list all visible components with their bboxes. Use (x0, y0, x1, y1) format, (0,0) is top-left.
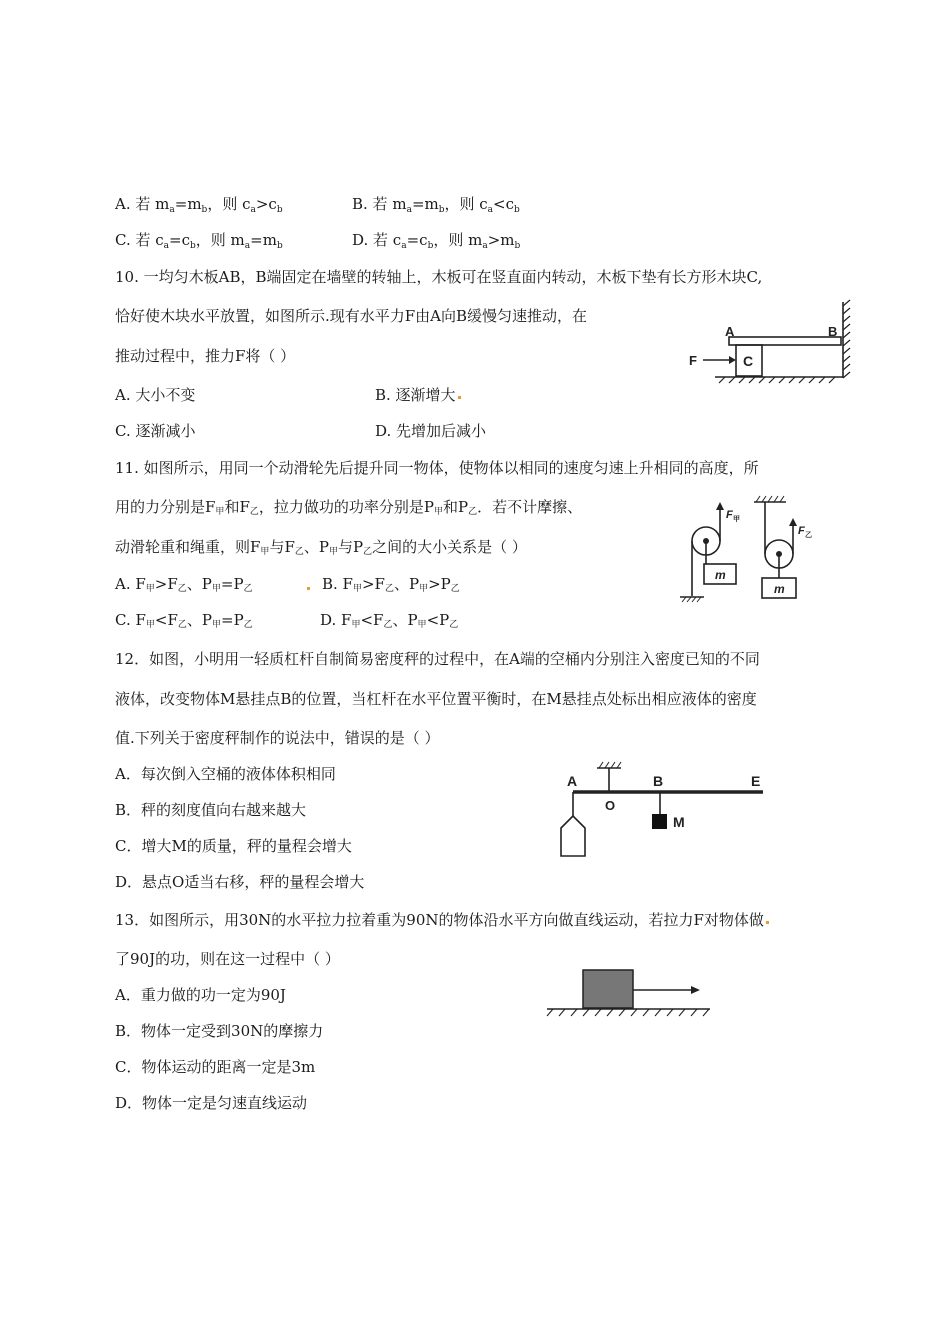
q9-b-mid: =m (411, 195, 439, 213)
sub-jia: 甲 (352, 584, 362, 594)
t: >F (154, 575, 178, 593)
q12-lever-figure (555, 758, 775, 863)
t: 、P (303, 538, 329, 556)
sub-jia: 甲 (145, 620, 155, 630)
t: 、P (393, 575, 420, 593)
q10-option-b-label: B. 逐渐增大 (375, 386, 456, 404)
mark-dot (458, 396, 461, 399)
q9-b-post: ，则 c (444, 195, 488, 213)
q13-stem-line2: 了90J的功，则在这一过程中（ ） (115, 950, 340, 968)
label-a: A (725, 324, 735, 339)
t: A. F (115, 575, 146, 593)
sub-b: b (514, 241, 521, 251)
t: ，拉力做功的功率分别是P (258, 498, 434, 516)
sub-yi: 乙 (243, 584, 253, 594)
q13-option-d[interactable]: D．物体一定是匀速直线运动 (115, 1094, 308, 1112)
sub-jia: 甲 (351, 620, 361, 630)
bucket (561, 816, 585, 856)
q9-d-rel: >m (487, 231, 515, 249)
q11-option-a[interactable] (115, 574, 253, 599)
force-jia-sub: 甲 (733, 516, 740, 523)
block (583, 970, 633, 1008)
t: 和P (443, 498, 469, 516)
q9-a-post: ，则 c (207, 195, 251, 213)
sub-b: b (190, 241, 196, 251)
q11-option-c[interactable] (115, 610, 253, 635)
t: <F (360, 611, 384, 629)
sub-b: b (276, 205, 283, 215)
q9-d-mid: =c (406, 231, 428, 249)
q11-option-b[interactable] (322, 574, 460, 599)
sub-jia: 甲 (419, 584, 429, 594)
q13-block-figure (545, 968, 715, 1023)
t: C. F (115, 611, 146, 629)
force-yi-sub: 乙 (805, 532, 812, 539)
t: 和F (224, 498, 250, 516)
ceiling-hatch (756, 496, 784, 502)
sub-yi: 乙 (449, 620, 459, 630)
sub-yi: 乙 (177, 584, 187, 594)
sub-jia: 甲 (215, 507, 225, 517)
q12-option-d[interactable]: D．悬点O适当右移，秤的量程会增大 (115, 873, 365, 891)
q10-option-b[interactable] (375, 385, 461, 405)
sub-yi: 乙 (384, 584, 394, 594)
sub-yi: 乙 (363, 547, 373, 557)
sub-a: a (482, 241, 488, 251)
q9-d-post: ，则 m (433, 231, 483, 249)
sub-jia: 甲 (145, 584, 155, 594)
q10-option-d[interactable]: D. 先增加后减小 (375, 422, 487, 440)
t: D. F (320, 611, 352, 629)
sub-yi: 乙 (468, 507, 478, 517)
q12-stem-line2: 液体，改变物体M悬挂点B的位置，当杠杆在水平位置平衡时，在M悬挂点处标出相应液体的密度 (115, 690, 757, 708)
t: <P (426, 611, 450, 629)
q10-option-c[interactable]: C. 逐渐减小 (115, 422, 196, 440)
mark-dot (307, 587, 310, 590)
t: 与F (269, 538, 295, 556)
q11-stem-line2 (115, 497, 582, 522)
sub-yi: 乙 (294, 547, 304, 557)
q9-c-mid: =c (169, 231, 191, 249)
label-c: C (743, 353, 754, 369)
label-e: E (751, 773, 761, 789)
t: >P (428, 575, 451, 593)
t: B. F (322, 575, 353, 593)
sub-yi: 乙 (243, 620, 253, 630)
t: 、P (186, 575, 212, 593)
label-m: M (673, 814, 685, 830)
arrowhead (789, 518, 797, 526)
q12-option-b[interactable]: B．秤的刻度值向右越来越大 (115, 801, 307, 819)
t: 、P (186, 611, 212, 629)
q10-option-a[interactable]: A. 大小不变 (115, 386, 196, 404)
sub-b: b (276, 241, 283, 251)
sub-b: b (438, 205, 445, 215)
sub-jia: 甲 (212, 620, 222, 630)
q9-b-text: B. 若 m (352, 195, 407, 213)
q9-option-b[interactable] (352, 194, 520, 220)
q11-stem-line1: 11. 如图所示，用同一个动滑轮先后提升同一物体，使物体以相同的速度匀速上升相同的高度，所 (115, 459, 759, 477)
weight-m (652, 814, 667, 829)
mass-label: m (715, 568, 726, 582)
force-arrowhead (729, 356, 736, 364)
sub-b: b (427, 241, 434, 251)
sub-b: b (201, 205, 208, 215)
q12-stem-line1: 12．如图，小明用一轻质杠杆自制简易密度秤的过程中，在A端的空桶内分别注入密度已知的不同 (115, 650, 760, 668)
support-hatch (599, 762, 621, 768)
label-a: A (567, 773, 578, 789)
sub-jia: 甲 (433, 507, 443, 517)
sub-a: a (487, 205, 494, 215)
arrowhead (716, 502, 724, 510)
force-yi-label: F (798, 525, 805, 537)
q9-c-text: C. 若 c (115, 231, 164, 249)
label-b: B (653, 773, 664, 789)
q9-a-mid: =m (174, 195, 202, 213)
sub-yi: 乙 (249, 507, 259, 517)
mass-label: m (774, 582, 785, 596)
sub-a: a (244, 241, 251, 251)
pull-arrowhead (691, 986, 700, 994)
q9-option-c[interactable] (115, 230, 283, 256)
q12-option-c[interactable]: C．增大M的质量，秤的量程会增大 (115, 837, 352, 855)
t: 、P (392, 611, 418, 629)
q11-option-d[interactable] (320, 610, 458, 635)
sub-jia: 甲 (417, 620, 427, 630)
q11-stem-line3 (115, 537, 527, 562)
q13-option-a[interactable]: A．重力做的功一定为90J (115, 986, 286, 1004)
q9-b-rel: <c (493, 195, 515, 213)
q13-stem-line1 (115, 910, 769, 930)
ground-hatch (547, 1009, 709, 1016)
sub-yi: 乙 (383, 620, 393, 630)
t: 动滑轮重和绳重，则F (115, 538, 261, 556)
pulley-yi (754, 496, 812, 598)
q13-stem-text: 13．如图所示，用30N的水平拉力拉着重为90N的物体沿水平方向做直线运动，若拉力F对物体做 (115, 911, 764, 929)
q10-stem-line1: 10. 一均匀木板AB，B端固定在墙壁的转轴上，木板可在竖直面内转动，木板下垫有长方形木块C, (115, 268, 763, 286)
sub-jia: 甲 (211, 584, 221, 594)
sub-yi: 乙 (177, 620, 187, 630)
ground-hatch (719, 377, 835, 383)
sub-jia: 甲 (328, 547, 338, 557)
t: =P (221, 611, 244, 629)
q10-plank-figure (685, 300, 855, 385)
force-jia-label: F (726, 509, 733, 521)
q10-stem-line2: 恰好使木块水平放置，如图所示.现有水平力F由A向B缓慢匀速推动，在 (115, 307, 588, 325)
label-b: B (828, 324, 838, 339)
sub-a: a (401, 241, 407, 251)
t: ．若不计摩擦、 (477, 498, 583, 516)
q9-a-text: A. 若 m (115, 195, 170, 213)
t: <F (154, 611, 178, 629)
label-o: O (605, 798, 616, 813)
q13-option-b[interactable]: B．物体一定受到30N的摩擦力 (115, 1022, 324, 1040)
sub-a: a (169, 205, 175, 215)
q9-c-post: ，则 m (195, 231, 245, 249)
q12-stem-line3: 值.下列关于密度秤制作的说法中，错误的是（ ） (115, 729, 440, 747)
sub-b: b (514, 205, 520, 215)
q12-option-a[interactable]: A．每次倒入空桶的液体体积相同 (115, 765, 336, 783)
q9-option-d[interactable] (352, 230, 520, 256)
sub-a: a (163, 241, 170, 251)
t: =P (220, 575, 244, 593)
wall-hatch (843, 300, 850, 378)
sub-a: a (250, 205, 256, 215)
t: 用的力分别是F (115, 498, 216, 516)
sub-a: a (406, 205, 412, 215)
t: >F (361, 575, 385, 593)
pulley-jia (680, 502, 740, 602)
sub-jia: 甲 (260, 547, 270, 557)
mark-dot (766, 921, 769, 924)
t: 与P (337, 538, 364, 556)
q9-a-rel: >c (255, 195, 277, 213)
label-f: F (689, 353, 697, 368)
q9-option-a[interactable] (115, 194, 283, 220)
q9-d-text: D. 若 c (352, 231, 402, 249)
plank-ab (729, 337, 841, 345)
q9-c-rel: =m (250, 231, 277, 249)
q11-pulley-figure (676, 496, 856, 606)
q13-option-c[interactable]: C．物体运动的距离一定是3m (115, 1058, 316, 1076)
sub-yi: 乙 (450, 584, 460, 594)
q10-stem-line3: 推动过程中，推力F将（ ） (115, 347, 296, 365)
t: 之间的大小关系是（ ） (372, 538, 527, 556)
